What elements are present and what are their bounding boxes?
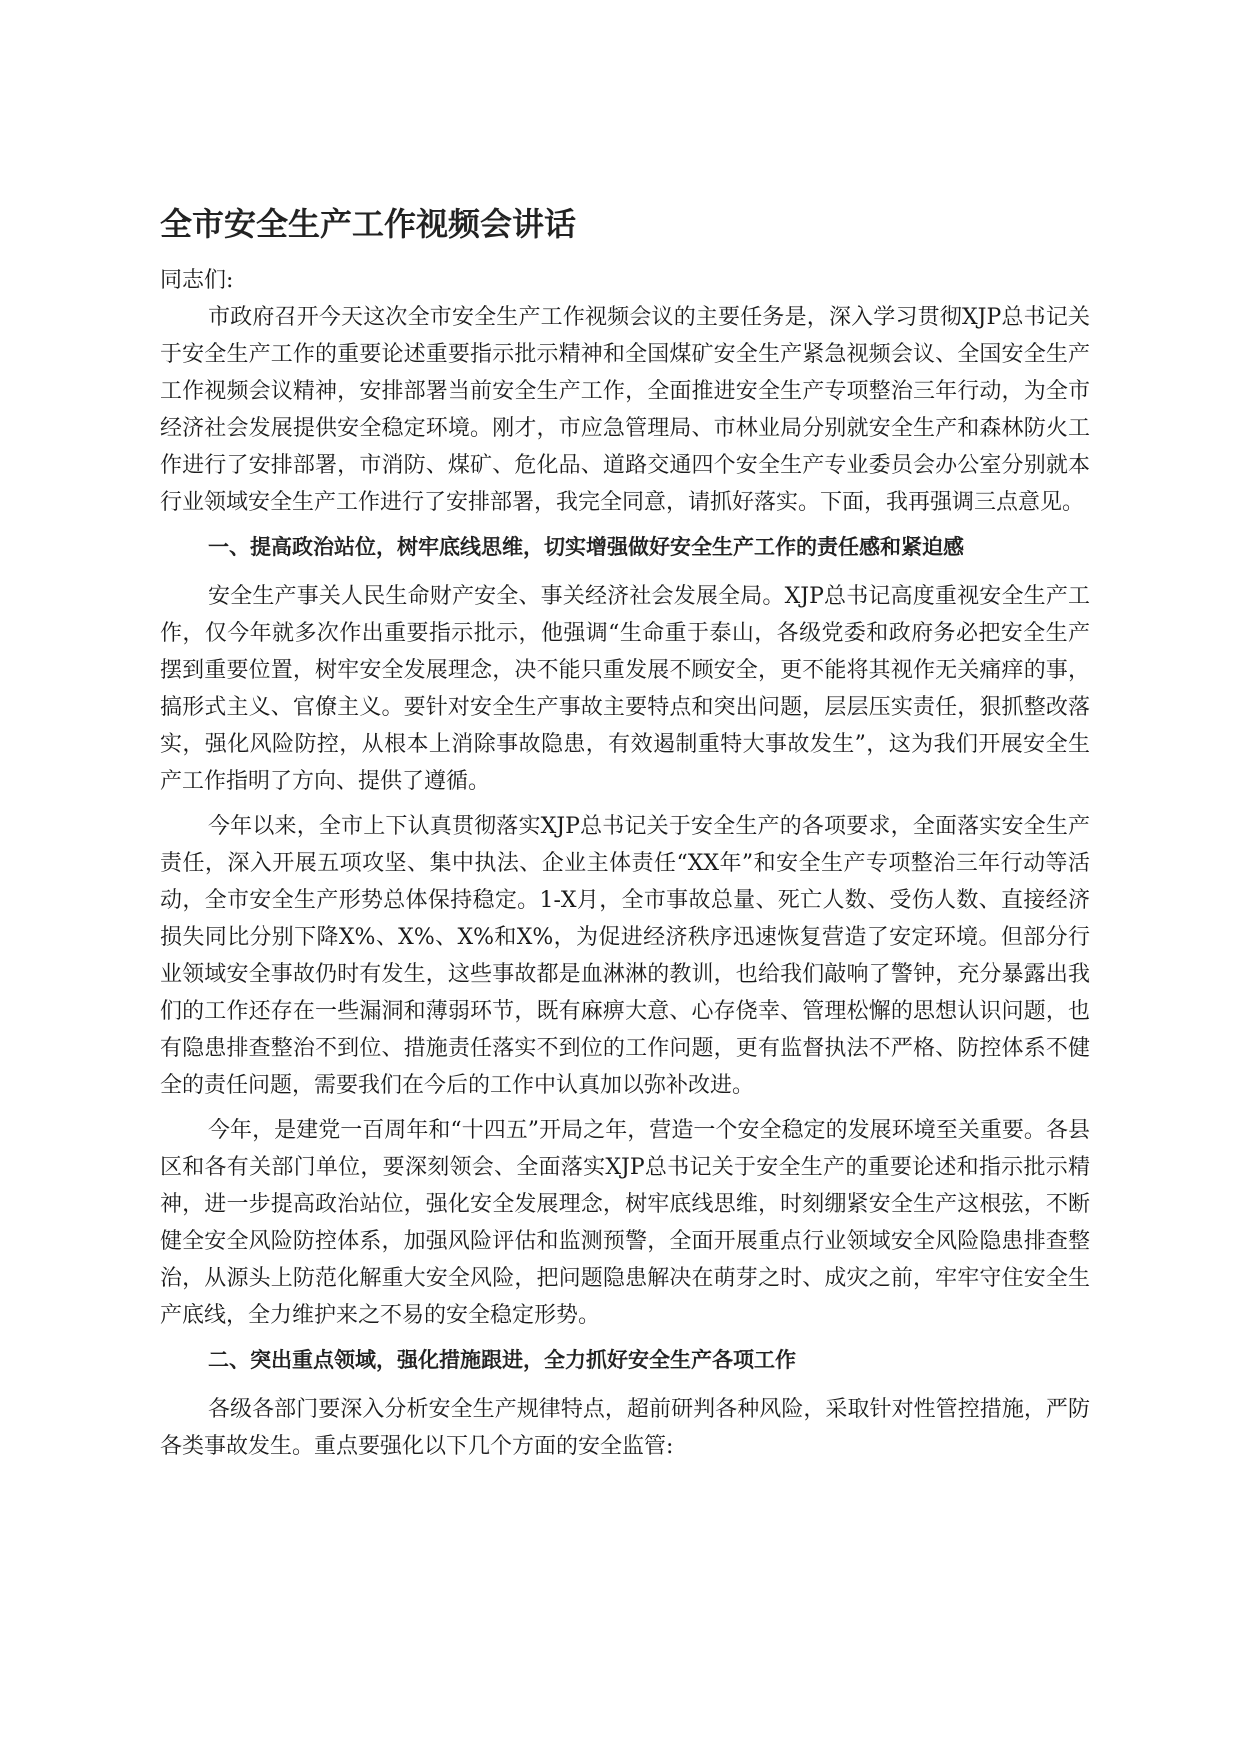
section-1-heading: 一、提高政治站位，树牢底线思维，切实增强做好安全生产工作的责任感和紧迫感	[208, 535, 964, 559]
section-1-paragraph-1: 安全生产事关人民生命财产安全、事关经济社会发展全局。XJP总书记高度重视安全生产工作，仅今年就多次作出重要指示批示，他强调“生命重于泰山，各级党委和政府务必把安全生产摆到重要位置，树牢安全发展理念，决不能只重发展不顾安全，更不能将其视作无关痛痒的事，搞形式主义、官僚主义。要针对安全生产事故主要特点和突出问题，层层压实责任，狠抓整改落实，强化风险防控，从根本上消除事故隐患，有效遏制重特大事故发生”，这为我们开展安全生产工作指明了方向、提供了遵循。	[160, 584, 1090, 794]
section-1-paragraph-2: 今年以来，全市上下认真贯彻落实XJP总书记关于安全生产的各项要求，全面落实安全生产责任，深入开展五项攻坚、集中执法、企业主体责任“XX年”和安全生产专项整治三年行动等活动，全市安全生产形势总体保持稳定。1-X月，全市事故总量、死亡人数、受伤人数、直接经济损失同比分别下降X%、X%、X%和X%，为促进经济秩序迅速恢复营造了安定环境。但部分行业领域安全事故仍时有发生，这些事故都是血淋淋的教训，也给我们敲响了警钟，充分暴露出我们的工作还存在一些漏洞和薄弱环节，既有麻痹大意、心存侥幸、管理松懈的思想认识问题，也有隐患排查整治不到位、措施责任落实不到位的工作问题，更有监督执法不严格、防控体系不健全的责任问题，需要我们在今后的工作中认真加以弥补改进。	[160, 814, 1090, 1098]
intro-paragraph: 市政府召开今天这次全市安全生产工作视频会议的主要任务是，深入学习贯彻XJP总书记关于安全生产工作的重要论述重要指示批示精神和全国煤矿安全生产紧急视频会议、全国安全生产工作视频会议精神，安排部署当前安全生产工作，全面推进安全生产专项整治三年行动，为全市经济社会发展提供安全稳定环境。刚才，市应急管理局、市林业局分别就安全生产和森林防火工作进行了安排部署，市消防、煤矿、危化品、道路交通四个安全生产专业委员会办公室分别就本行业领域安全生产工作进行了安排部署，我完全同意，请抓好落实。下面，我再强调三点意见。	[160, 305, 1090, 515]
section-2-heading: 二、突出重点领域，强化措施跟进，全力抓好安全生产各项工作	[208, 1348, 796, 1372]
section-2-paragraph-1: 各级各部门要深入分析安全生产规律特点，超前研判各种风险，采取针对性管控措施，严防各类事故发生。重点要强化以下几个方面的安全监管:	[160, 1397, 1090, 1459]
document-page	[160, 200, 1090, 1473]
section-1-paragraph-3: 今年，是建党一百周年和“十四五”开局之年，营造一个安全稳定的发展环境至关重要。各县区和各有关部门单位，要深刻领会、全面落实XJP总书记关于安全生产的重要论述和指示批示精神，进一步提高政治站位，强化安全发展理念，树牢底线思维，时刻绷紧安全生产这根弦，不断健全安全风险防控体系，加强风险评估和监测预警，全面开展重点行业领域安全风险隐患排查整治，从源头上防范化解重大安全风险，把问题隐患解决在萌芽之时、成灾之前，牢牢守住安全生产底线，全力维护来之不易的安全稳定形势。	[160, 1118, 1090, 1328]
document-title: 全市安全生产工作视频会讲话	[160, 205, 577, 243]
salutation: 同志们:	[160, 268, 234, 293]
